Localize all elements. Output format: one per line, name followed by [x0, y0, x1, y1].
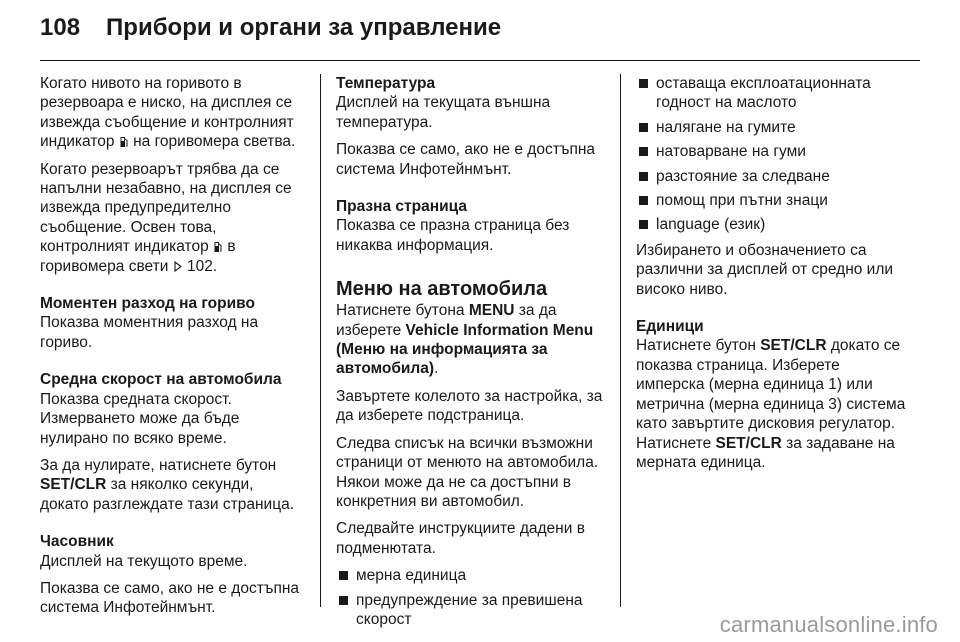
column-1: [40, 74, 304, 626]
heading-average-speed: Средна скорост на автомобила: [40, 371, 282, 389]
text-units-b: докато се показва страница. Изберете имперска (мерна единица 1) или метрична (мерна единица 3) система като завъртите дисковия регулатор. Натиснете: [636, 337, 906, 452]
heading-blank-page: Празна страница: [336, 198, 467, 216]
menu-button-label: MENU: [468, 302, 515, 320]
list-item: оставаща експлоатационната годност на маслото: [636, 74, 908, 113]
header-divider: [40, 60, 920, 61]
vehicle-menu-text: [336, 301, 606, 379]
list-item: предупреждение за превишена скорост: [336, 591, 606, 630]
text-units-c: за задаване на мерната единица.: [636, 434, 895, 471]
set-clr-button-label: SET/CLR: [715, 434, 782, 452]
text-reset-b: за няколко секунди, докато разглеждате тази страница.: [40, 476, 294, 513]
fuel-refill-paragraph: [40, 160, 304, 276]
text-units-a: Натиснете бутон: [636, 337, 756, 355]
text-fuel-low-b: на горивомера светва.: [133, 133, 296, 151]
vehicle-information-menu-label: Vehicle Information Menu (Меню на информацията за автомобила): [336, 321, 594, 378]
units-text: [636, 336, 908, 472]
page-header: [40, 14, 501, 50]
heading-temperature: Температура: [336, 75, 436, 92]
display-levels-text: Избирането и обозначението са различни за дисплей от средно или високо ниво.: [636, 241, 894, 298]
instant-fuel-text: Показва моментния разход на гориво.: [40, 314, 259, 351]
heading-units: Единици: [636, 318, 704, 336]
heading-instant-fuel: Моментен разход на гориво: [40, 295, 255, 313]
clock-text-2: Показва се само, ако не е достъпна система Инфотейнмънт.: [40, 579, 300, 617]
set-clr-button-label: SET/CLR: [760, 337, 827, 355]
temperature-text-1: Дисплей на текущата външна температура.: [336, 94, 551, 131]
fuel-pump-icon: [214, 240, 222, 253]
text-menu-a: Натиснете бутона: [336, 302, 465, 320]
list-item: помощ при пътни знаци: [636, 191, 908, 210]
column-divider-2: [620, 74, 621, 607]
text-refill-b: в горивомера свети: [40, 238, 236, 275]
list-item: language (език): [636, 215, 908, 234]
text-menu-c: .: [434, 360, 439, 378]
text-refill-a: Когато резервоарът трябва да се напълни незабавно, на дисплея се извежда предупредително съобщение. Освен това, контролният индикатор: [40, 160, 292, 256]
column-2: [336, 74, 606, 635]
text-fuel-low-a: Когато нивото на горивото в резервоара е ниско, на дисплея се извежда съобщение и контролният индикатор: [40, 75, 294, 151]
submenu-list-b: [636, 74, 908, 235]
fuel-pump-icon: [120, 135, 128, 148]
page-reference-link[interactable]: 102.: [187, 257, 218, 275]
page-list-text: Следва списък на всички възможни страници от менюто на автомобила. Някои може да не са достъпни в конкретния ви автомобил.: [336, 434, 599, 510]
text-menu-b: за да изберете: [336, 302, 557, 339]
list-item: натоварване на гуми: [636, 142, 908, 161]
watermark: carmanualsonline.info: [719, 612, 938, 637]
follow-instructions-text: Следвайте инструкциите дадени в подменютата.: [336, 520, 585, 557]
page-number: 108: [40, 14, 81, 41]
list-item: разстояние за следване: [636, 167, 908, 186]
page-reference-arrow-icon: [174, 260, 182, 273]
page-title: Прибори и органи за управление: [106, 14, 502, 41]
column-divider-1: [320, 74, 321, 607]
set-clr-button-label: SET/CLR: [40, 476, 107, 494]
temperature-text-2: Показва се само, ако не е достъпна система Инфотейнмънт.: [336, 141, 596, 178]
list-item: мерна единица: [336, 566, 606, 585]
average-speed-text-1: Показва средната скорост. Измерването може да бъде нулирано по всяко време.: [40, 390, 240, 447]
list-item: налягане на гумите: [636, 118, 908, 137]
text-reset-a: За да нулирате, натиснете бутон: [40, 456, 277, 474]
heading-clock: Часовник: [40, 533, 114, 551]
fuel-low-paragraph: [40, 74, 304, 152]
heading-vehicle-menu: Меню на автомобила: [336, 278, 548, 301]
submenu-list-a: [336, 566, 606, 629]
blank-page-text: Показва се празна страница без никаква информация.: [336, 217, 570, 254]
clock-text-1: Дисплей на текущото време.: [40, 552, 248, 570]
average-speed-text-2: [40, 456, 304, 514]
turn-wheel-text: Завъртете колелото за настройка, за да изберете подстраница.: [336, 387, 603, 425]
column-3: [636, 74, 908, 480]
